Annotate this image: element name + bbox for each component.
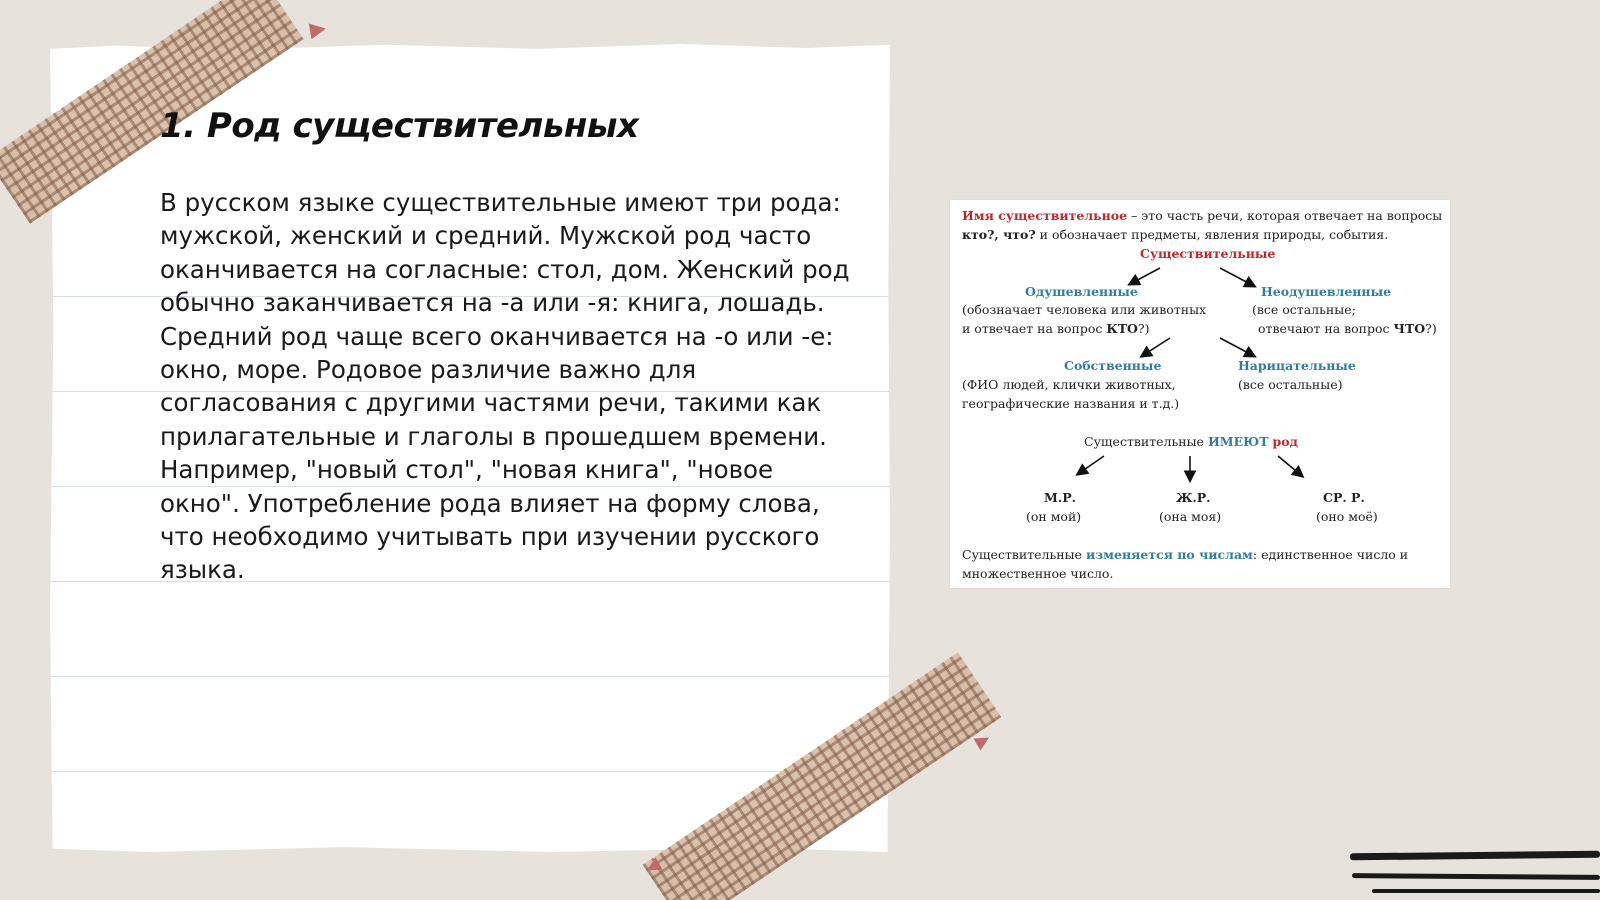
brush-stroke xyxy=(1350,851,1600,861)
gender-word: род xyxy=(1272,434,1298,449)
definition-line-2 xyxy=(962,227,1388,242)
definition-line-1 xyxy=(962,208,1442,223)
arrow-to-masculine xyxy=(1078,456,1104,474)
animate-desc-text: и отвечает на вопрос xyxy=(962,321,1107,336)
tape-tip-decoration xyxy=(309,21,328,40)
animate-label: Одушевленные xyxy=(1025,284,1138,299)
tape-tip-decoration xyxy=(973,731,992,750)
number-highlight: изменяется по числам xyxy=(1085,547,1253,562)
slide-body-text: В русском языке существительные имеют три рода: мужской, женский и средний. Мужской род часто оканчивается на согласные: стол, дом. Женский род обычно заканчивается на -а или -я: книга, лошадь. Средний род чаще всего оканчивается на -о или -е: окно, море. Родовое различие важно для согласования с другими частями речи, такими как прилагательные и глаголы в прошедшем времени. Например, "новый стол", "новая книга", "новое окно". Употребление рода влияет на форму слова, что необходимо учитывать при изучении русского языка. xyxy=(160,188,850,585)
common-label: Нарицательные xyxy=(1238,358,1356,373)
feminine-example: (она моя) xyxy=(1159,509,1222,524)
animate-desc-2 xyxy=(962,321,1150,336)
masculine-example: (он мой) xyxy=(1026,509,1082,524)
neuter-label: СР. Р. xyxy=(1323,490,1365,505)
noun-diagram-image xyxy=(950,200,1450,588)
arrow-to-animate xyxy=(1130,268,1160,284)
gender-heading-text: Существительные xyxy=(1084,434,1208,449)
number-line-2: множественное число. xyxy=(962,566,1114,581)
inanimate-desc-end: ?) xyxy=(1425,321,1437,336)
neuter-example: (оно моё) xyxy=(1316,509,1378,524)
arrow-to-proper xyxy=(1142,338,1170,356)
definition-questions: кто?, что? xyxy=(962,227,1036,242)
diagram-root: Существительные xyxy=(1140,246,1276,261)
definition-text: – это часть речи, которая отвечает на вопросы xyxy=(1127,208,1443,223)
brush-stroke xyxy=(1372,889,1600,893)
proper-label: Собственные xyxy=(1064,358,1162,373)
inanimate-desc-2 xyxy=(1258,321,1437,336)
paper-rule xyxy=(50,771,890,772)
definition-term: Имя существительное xyxy=(962,208,1128,223)
feminine-label: Ж.Р. xyxy=(1176,490,1211,505)
proper-desc-1: (ФИО людей, клички животных, xyxy=(962,377,1176,392)
gender-heading xyxy=(1084,434,1298,449)
animate-desc-1: (обозначает человека или животных xyxy=(962,302,1207,317)
animate-question: КТО xyxy=(1106,321,1138,336)
arrow-to-neuter xyxy=(1278,456,1302,476)
number-line-1 xyxy=(962,547,1408,562)
animate-desc-end: ?) xyxy=(1137,321,1150,336)
inanimate-desc-1: (все остальные; xyxy=(1252,302,1356,317)
gender-have: ИМЕЮТ xyxy=(1207,434,1269,449)
paper-rule xyxy=(50,676,890,677)
slide-title: 1. Род существительных xyxy=(160,106,639,146)
brush-stroke xyxy=(1352,873,1600,880)
number-text-end: : единственное число и xyxy=(1252,547,1409,562)
common-desc: (все остальные) xyxy=(1238,377,1343,392)
proper-desc-2: географические названия и т.д.) xyxy=(962,396,1180,411)
masculine-label: М.Р. xyxy=(1044,490,1076,505)
arrow-to-inanimate xyxy=(1220,268,1254,286)
arrow-to-common xyxy=(1220,338,1254,356)
inanimate-label: Неодушевленные xyxy=(1261,284,1392,299)
inanimate-desc-text: отвечают на вопрос xyxy=(1258,321,1394,336)
number-text: Существительные xyxy=(962,547,1086,562)
definition-text-2: и обозначает предметы, явления природы, события. xyxy=(1035,227,1389,242)
inanimate-question: ЧТО xyxy=(1393,321,1426,336)
